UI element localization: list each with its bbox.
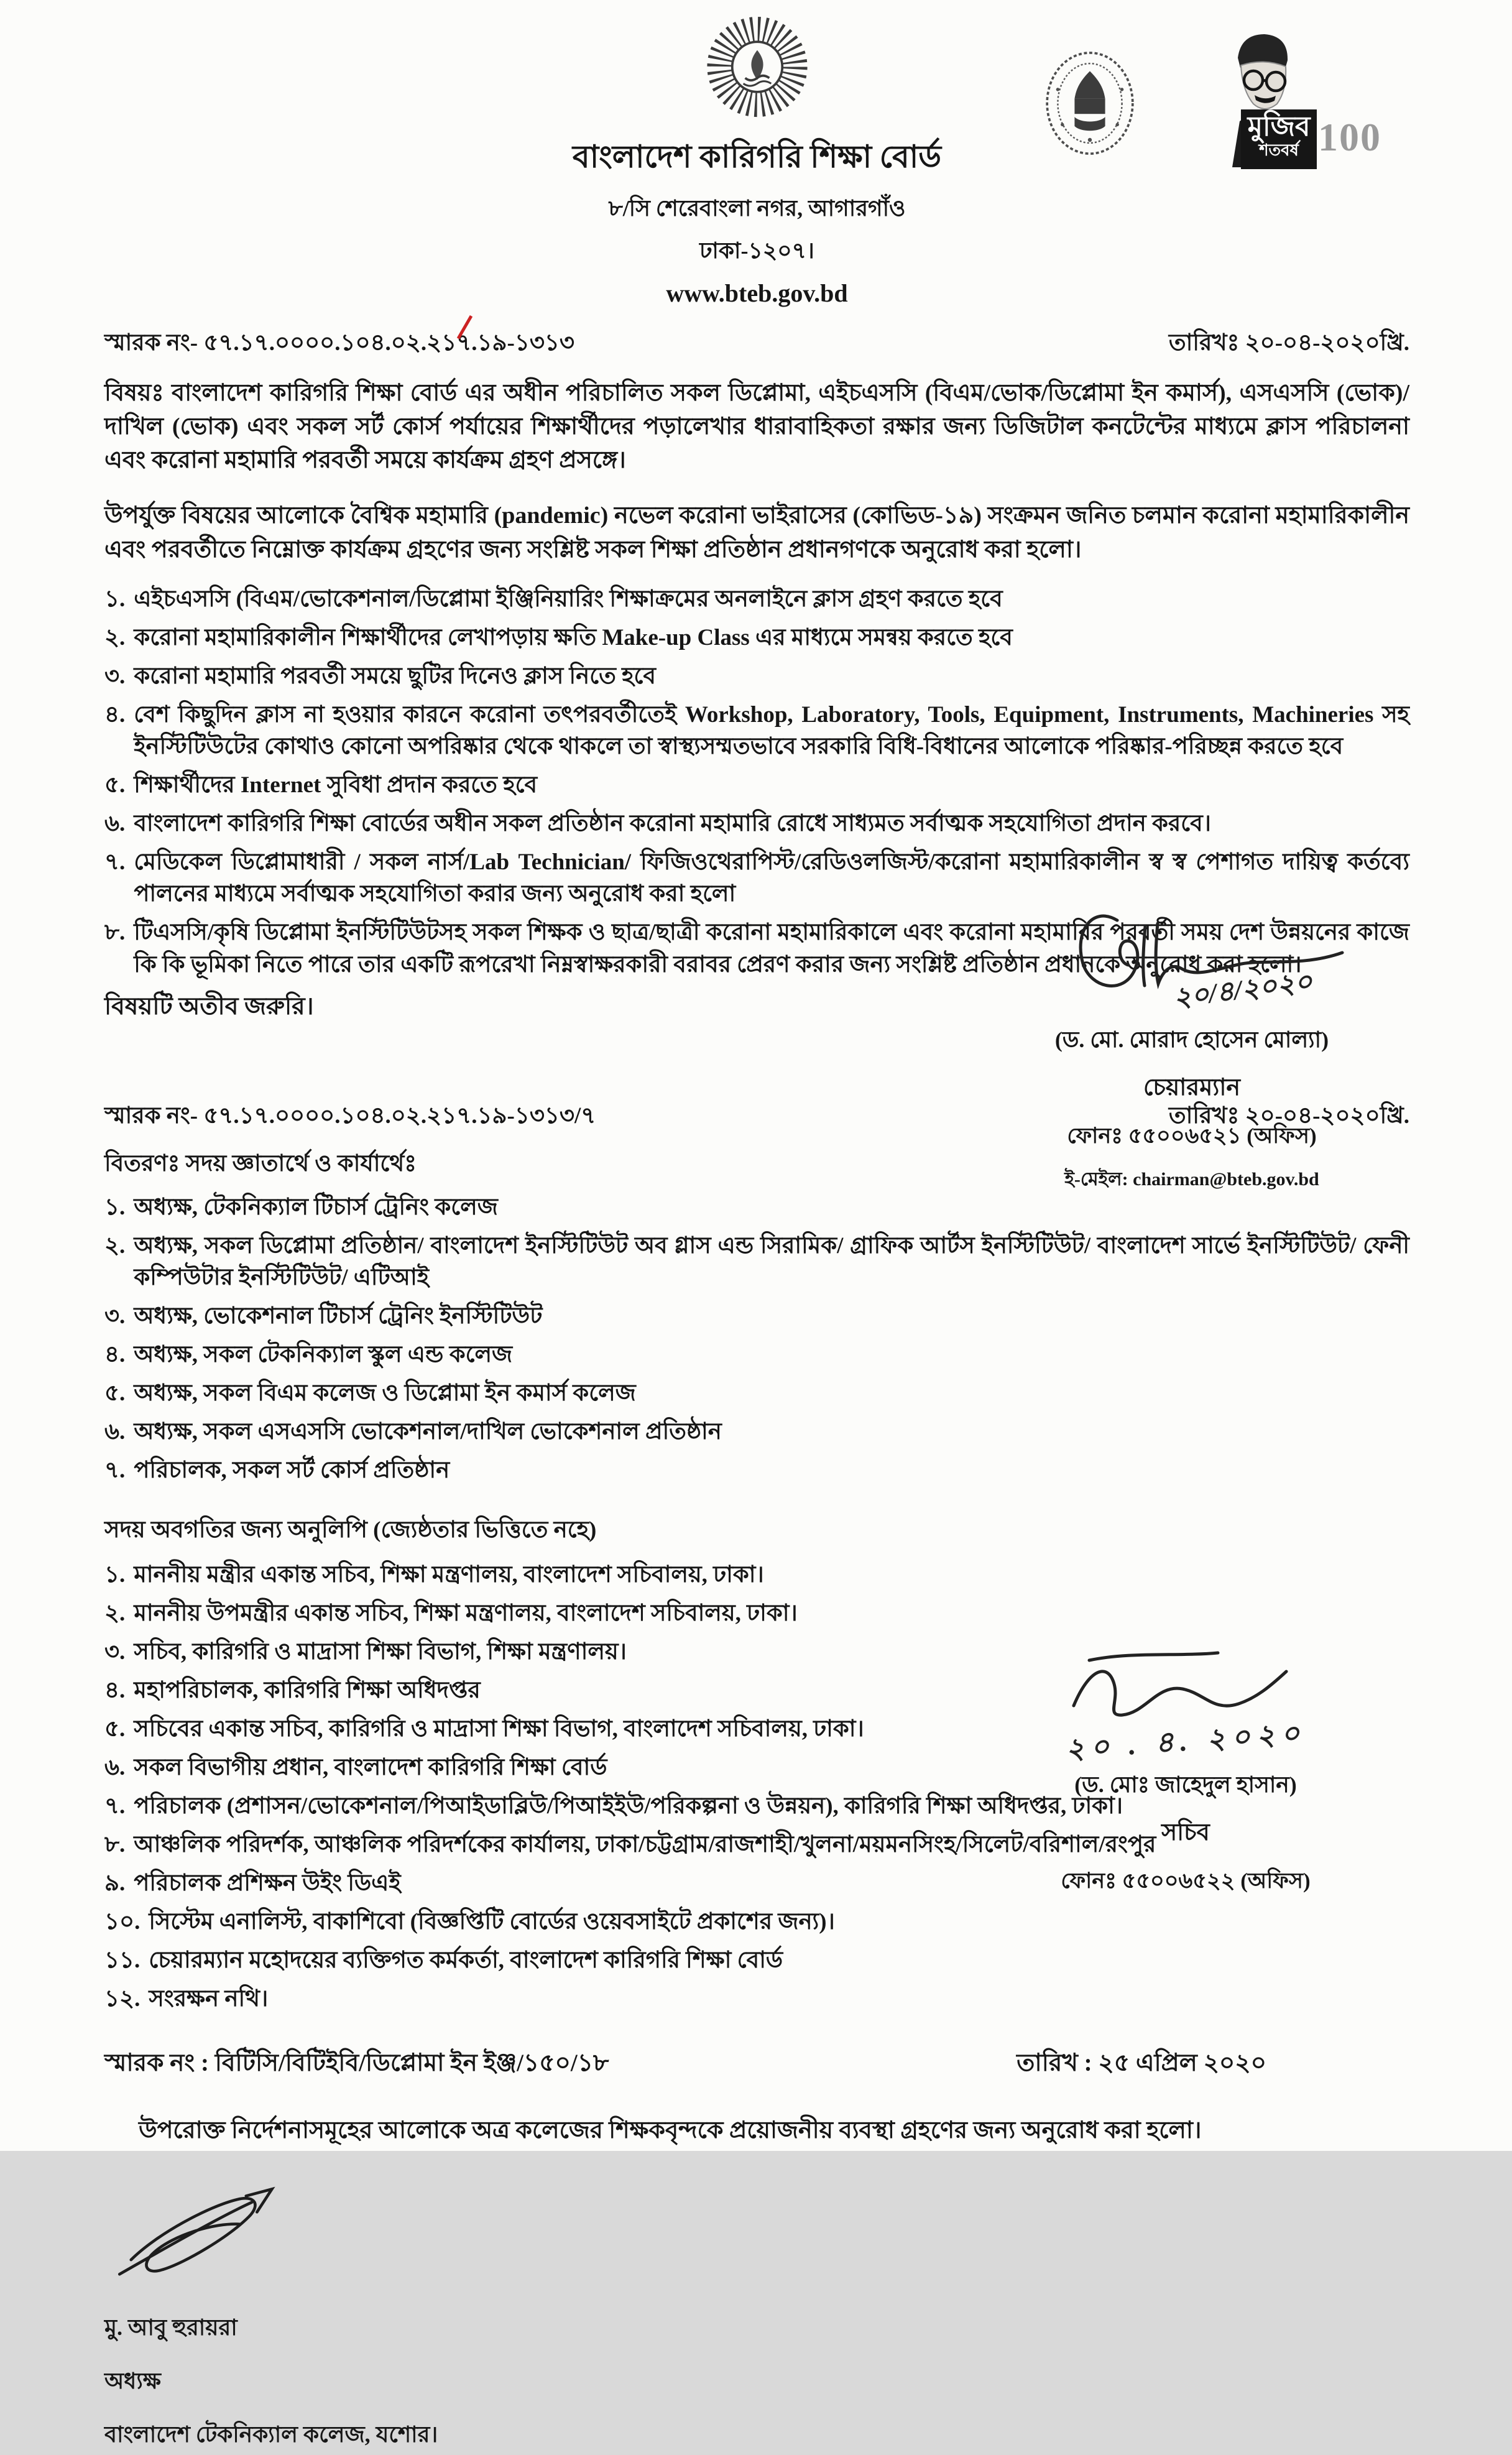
cc-item (104, 1597, 1409, 1629)
distribution-list (104, 1191, 1409, 1486)
principal-title: অধ্যক্ষ (104, 2368, 161, 2393)
distribution-number: ৩. (104, 1303, 126, 1329)
directive-text: বাংলাদেশ কারিগরি শিক্ষা বোর্ডের অধীন সকল প্রতিষ্ঠান করোনা মহামারি রোধে সাধ্যমত সর্বাত্মক সহযোগিতা প্রদান করবে। (134, 811, 1211, 837)
directive-item (104, 699, 1409, 762)
secretary-handwritten-date: ২০ . ৪. ২০২০ (1064, 1716, 1307, 1765)
distribution-text: অধ্যক্ষ, সকল বিএম কলেজ ও ডিপ্লোমা ইন কমার্স কলেজ (134, 1380, 636, 1406)
memo3-row (104, 2044, 1409, 2084)
forward-note: উপরোক্ত নির্দেশনাসমূহের আলোকে অত্র কলেজের শিক্ষকবৃন্দকে প্রয়োজনীয় ব্যবস্থা গ্রহণের জন্য অনুরোধ করা হলো। (139, 2117, 1202, 2143)
cc-number: ১. (104, 1561, 126, 1588)
distribution-item (104, 1377, 1409, 1409)
directive-text: বেশ কিছুদিন ক্লাস না হওয়ার কারনে করোনা তৎপরবর্তীতেই Workshop, Laboratory, Tools, Equipment, Instruments, Machineries সহ ইনস্টিটিউটের কোথাও কোনো অপরিষ্কার থেকে থাকলে তা স্বাস্থ্যসম্মতভাবে সরকারি বিধি-বিধানের আলোকে পরিষ্কার-পরিচ্ছন্ন করতে হবে (134, 702, 1409, 760)
cc-item (104, 1906, 1409, 1938)
memo3-date: তারিখ : ২৫ এপ্রিল ২০২০ (1016, 2049, 1266, 2076)
letterhead (104, 11, 1409, 308)
directive-number: ৭. (104, 849, 126, 876)
cc-text: মাননীয় উপমন্ত্রীর একান্ত সচিব, শিক্ষা মন্ত্রণালয়, বাংলাদেশ সচিবালয়, ঢাকা। (134, 1600, 798, 1626)
org-address-line1: ৮/সি শেরেবাংলা নগর, আগারগাঁও (608, 196, 906, 221)
distribution-heading: বিতরণঃ সদয় জ্ঞাতার্থে ও কার্যার্থেঃ (104, 1150, 417, 1177)
secretary-signature-block (999, 1647, 1372, 1900)
memo2-row (104, 1097, 1409, 1136)
cc-text: চেয়ারম্যান মহোদয়ের ব্যক্তিগত কর্মকর্তা, বাংলাদেশ কারিগরি শিক্ষা বোর্ড (149, 1948, 783, 1974)
cc-section (104, 1511, 1409, 2015)
directive-text: করোনা মহামারিকালীন শিক্ষার্থীদের লেখাপড়ায় ক্ষতি Make-up Class এর মাধ্যমে সমন্বয় করতে হবে (134, 625, 1013, 651)
intro-paragraph: উপর্যুক্ত বিষয়ের আলোকে বৈশ্বিক মহামারি (pandemic) নভেল করোনা ভাইরাসের (কোভিড-১৯) সংক্রমন জনিত চলমান করোনা মহামারিকালীন এবং পরবর্তীতে নিম্নোক্ত কার্যক্রম গ্রহণের জন্য সংশ্লিষ্ট সকল শিক্ষা প্রতিষ্ঠান প্রধানগণকে অনুরোধ করা হলো। (104, 502, 1409, 563)
org-address-line2: ঢাকা-১২০৭। (699, 238, 814, 263)
bteb-round-seal-icon (1043, 50, 1136, 157)
directive-text: মেডিকেল ডিপ্লোমাধারী / সকল নার্স/Lab Technician/ ফিজিওথেরাপিস্ট/রেডিওলজিস্ট/করোনা মহামারিকালীন স্ব স্ব পেশাগত দায়িত্ব কর্তব্যে পালনের মাধ্যমে সর্বাত্মক সহযোগিতা করার জন্য অনুরোধ করা হলো (134, 849, 1409, 907)
directive-number: ৫. (104, 772, 126, 798)
chairman-email: ই-মেইল: chairman@bteb.gov.bd (1064, 1168, 1319, 1190)
memo2-number: স্মারক নং- ৫৭.১৭.০০০০.১০৪.০২.২১৭.১৯-১৩১৩/৭ (104, 1103, 596, 1129)
distribution-item (104, 1300, 1409, 1332)
org-website: www.bteb.gov.bd (666, 279, 848, 307)
memo3-number: স্মারক নং : বিটিসি/বিটিইবি/ডিপ্লোমা ইন ইঞ্জ/১৫০/১৮ (104, 2049, 609, 2076)
distribution-number: ৪. (104, 1341, 126, 1367)
cc-text: সকল বিভাগীয় প্রধান, বাংলাদেশ কারিগরি শিক্ষা বোর্ড (134, 1755, 607, 1781)
directive-number: ৪. (104, 702, 126, 728)
cc-text: পরিচালক (প্রশাসন/ভোকেশনাল/পিআইডাব্লিউ/পিআইইউ/পরিকল্পনা ও উন্নয়ন), কারিগরি শিক্ষা অধিদপ্তর, ঢাকা। (134, 1793, 1123, 1819)
cc-number: ১২. (104, 1986, 141, 2012)
org-name: বাংলাদেশ কারিগরি শিক্ষা বোর্ড (572, 139, 942, 174)
directive-text: টিএসসি/কৃষি ডিপ্লোমা ইনস্টিটিউটসহ সকল শিক্ষক ও ছাত্র/ছাত্রী করোনা মহামারিকালে এবং করোনা মহামারির পরবর্তী সময় দেশ উন্নয়নের কাজে কি কি ভূমিকা নিতে পারে তার একটি রূপরেখা নিম্নস্বাক্ষরকারী বরাবর প্রেরণ করার জন্য সংশ্লিষ্ট প্রতিষ্ঠান প্রধানকে অনুরোধ করা হলো। (134, 920, 1409, 978)
cc-text: মহাপরিচালক, কারিগরি শিক্ষা অধিদপ্তর (134, 1678, 481, 1704)
secretary-phone: ফোনঃ ৫৫০০৬৫২২ (অফিস) (1061, 1868, 1311, 1893)
chairman-name: (ড. মো. মোরাদ হোসেন মোল্যা) (1054, 1027, 1329, 1052)
cc-item (104, 1559, 1409, 1591)
principal-org: বাংলাদেশ টেকনিক্যাল কলেজ, যশোর। (104, 2421, 438, 2447)
directive-number: ৮. (104, 920, 126, 946)
directive-text: শিক্ষার্থীদের Internet সুবিধা প্রদান করতে হবে (134, 772, 538, 798)
mujib-badge (1241, 109, 1317, 169)
chairman-signature-block (987, 894, 1397, 1196)
mujib-badge-line2: শতবর্ষ (1259, 141, 1299, 159)
directive-number: ১. (104, 586, 126, 613)
mujib-100-logo (1161, 29, 1381, 178)
distribution-text: অধ্যক্ষ, ভোকেশনাল টিচার্স ট্রেনিং ইনস্টিটিউট (134, 1303, 543, 1329)
chairman-phone: ফোনঃ ৫৫০০৬৫২১ (অফিস) (1067, 1123, 1317, 1148)
directive-number: ৩. (104, 663, 126, 690)
principal-name: মু. আবু হুরায়রা (104, 2314, 237, 2340)
cc-number: ১০. (104, 1909, 141, 1935)
distribution-number: ২. (104, 1232, 126, 1259)
secretary-name: (ড. মোঃ জাহেদুল হাসান) (1074, 1772, 1297, 1797)
directive-text: এইচএসসি (বিএম/ভোকেশনাল/ডিপ্লোমা ইঞ্জিনিয়ারিং শিক্ষাক্রমের অনলাইনে ক্লাস গ্রহণ করতে হবে (134, 586, 1003, 613)
cc-heading: সদয় অবগতির জন্য অনুলিপি (জ্যেষ্ঠতার ভিত্তিতে নহে) (104, 1517, 597, 1543)
cc-number: ৭. (104, 1793, 126, 1819)
cc-text: আঞ্চলিক পরিদর্শক, আঞ্চলিক পরিদর্শকের কার্যালয়, ঢাকা/চট্টগ্রাম/রাজশাহী/খুলনা/ময়মনসিংহ/সিলেট/বরিশাল/রংপুর (134, 1832, 1156, 1858)
cc-number: ৯. (104, 1870, 126, 1897)
cc-text: সংরক্ষন নথি। (149, 1986, 269, 2012)
chairman-handwritten-date: ২০/৪/২০২০ (1171, 966, 1314, 1014)
subject-line: বিষয়ঃ বাংলাদেশ কারিগরি শিক্ষা বোর্ড এর অধীন পরিচালিত সকল ডিপ্লোমা, এইচএসসি (বিএম/ভোক/ডিপ্লোমা ইন কমার্স), এসএসসি (ভোক)/দাখিল (ভোক) এবং সকল সর্ট কোর্স পর্যায়ের শিক্ষার্থীদের পড়ালেখার ধারাবাহিকতা রক্ষার জন্য ডিজিটাল কনটেন্টের মাধ্যমে ক্লাস পরিচালনা এবং করোনা মহামারি পরবর্তী সময়ে কার্যক্রম গ্রহণ প্রসঙ্গে। (104, 380, 1409, 473)
directive-number: ২. (104, 625, 126, 651)
directive-item (104, 583, 1409, 615)
distribution-item (104, 1454, 1409, 1486)
distribution-text: অধ্যক্ষ, সকল এসএসসি ভোকেশনাল/দাখিল ভোকেশনাল প্রতিষ্ঠান (134, 1418, 722, 1445)
cc-number: ৪. (104, 1678, 126, 1704)
directive-item (104, 622, 1409, 654)
memo1-date: তারিখঃ ২০-০৪-২০২০খ্রি. (1168, 330, 1409, 356)
mujib-100-number: 100 (1318, 115, 1381, 159)
cc-number: ১১. (104, 1948, 141, 1974)
distribution-item (104, 1230, 1409, 1293)
govt-starburst-emblem-icon (701, 11, 813, 128)
distribution-text: অধ্যক্ষ, সকল টেকনিক্যাল স্কুল এন্ড কলেজ (134, 1341, 513, 1367)
secretary-title: সচিব (1161, 1819, 1210, 1846)
directive-text: করোনা মহামারি পরবর্তী সময়ে ছুটির দিনেও ক্লাস নিতে হবে (134, 663, 657, 690)
directive-number: ৬. (104, 811, 126, 837)
cc-number: ৩. (104, 1639, 126, 1665)
urgent-note: বিষয়টি অতীব জরুরি। (104, 992, 314, 1020)
directive-item (104, 660, 1409, 692)
principal-signature-block (104, 2176, 1409, 2455)
distribution-item (104, 1191, 1409, 1223)
cc-text: সচিব, কারিগরি ও মাদ্রাসা শিক্ষা বিভাগ, শিক্ষা মন্ত্রণালয়। (134, 1639, 627, 1665)
distribution-number: ১. (104, 1194, 126, 1220)
memo1-row (104, 324, 1409, 363)
distribution-number: ৭. (104, 1457, 126, 1483)
memo1-number: স্মারক নং- ৫৭.১৭.০০০০.১০৪.০২.২১৭.১৯-১৩১৩ (104, 330, 574, 356)
cc-text: মাননীয় মন্ত্রীর একান্ত সচিব, শিক্ষা মন্ত্রণালয়, বাংলাদেশ সচিবালয়, ঢাকা। (134, 1561, 764, 1588)
cc-number: ৫. (104, 1716, 126, 1742)
chairman-title: চেয়ারম্যান (1143, 1074, 1241, 1101)
distribution-text: পরিচালক, সকল সর্ট কোর্স প্রতিষ্ঠান (134, 1457, 450, 1483)
cc-number: ৬. (104, 1755, 126, 1781)
cc-item (104, 1983, 1409, 2015)
distribution-text: অধ্যক্ষ, সকল ডিপ্লোমা প্রতিষ্ঠান/ বাংলাদেশ ইনস্টিটিউট অব গ্লাস এন্ড সিরামিক/ গ্রাফিক আর্টস ইনস্টিটিউট/ বাংলাদেশ সার্ভে ইনস্টিটিউট/ ফেনী কম্পিউটার ইনস্টিটিউট/ এটিআই (134, 1232, 1409, 1290)
memo2-date: তারিখঃ ২০-০৪-২০২০খ্রি. (1168, 1103, 1409, 1129)
cc-text: সচিবের একান্ত সচিব, কারিগরি ও মাদ্রাসা শিক্ষা বিভাগ, বাংলাদেশ সচিবালয়, ঢাকা। (134, 1716, 864, 1742)
cc-text: পরিচালক প্রশিক্ষন উইং ডিএই (134, 1870, 401, 1897)
distribution-number: ৬. (104, 1418, 126, 1445)
cc-number: ৮. (104, 1832, 126, 1858)
distribution-item (104, 1416, 1409, 1448)
distribution-item (104, 1339, 1409, 1371)
distribution-text: অধ্যক্ষ, টেকনিক্যাল টিচার্স ট্রেনিং কলেজ (134, 1194, 498, 1220)
distribution-number: ৫. (104, 1380, 126, 1406)
cc-number: ২. (104, 1600, 126, 1626)
directive-item (104, 808, 1409, 839)
directive-item (104, 769, 1409, 801)
cc-item (104, 1944, 1409, 1976)
cc-text: সিস্টেম এনালিস্ট, বাকাশিবো (বিজ্ঞপ্তিটি বোর্ডের ওয়েবসাইটে প্রকাশের জন্য)। (149, 1909, 835, 1935)
principal-signature-icon (104, 2176, 353, 2291)
mujib-badge-line1: মুজিব (1247, 111, 1311, 142)
